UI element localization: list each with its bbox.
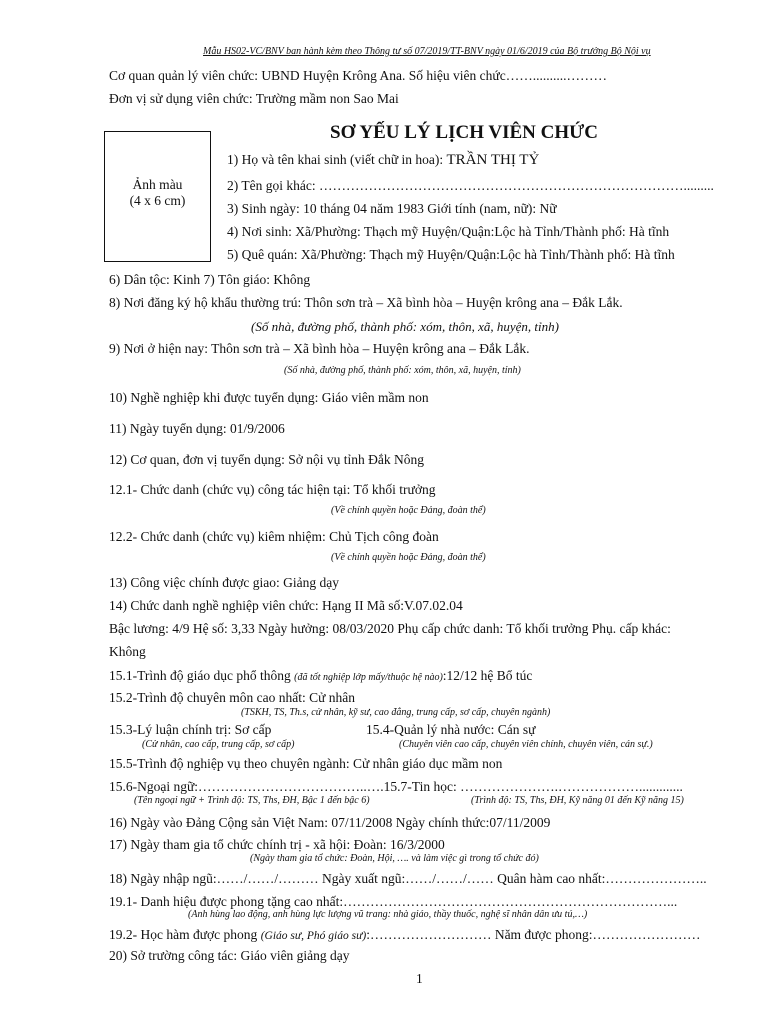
field-hometown: 5) Quê quán: Xã/Phường: Thạch mỹ Huyện/Quận:Lộc hà Tỉnh/Thành phố: Hà tĩnh bbox=[227, 247, 675, 262]
field-recruiting-agency: 12) Cơ quan, đơn vị tuyển dụng: Sở nội vụ tỉnh Đắk Nông bbox=[109, 452, 425, 467]
field-current-address-note: (Số nhà, đường phố, thành phố: xóm, thôn, xã, huyện, tỉnh) bbox=[284, 365, 521, 376]
field-general-education-value: :12/12 hệ Bổ túc bbox=[442, 668, 533, 683]
field-highest-degree-note: (TSKH, TS, Th.s, cử nhân, kỹ sư, cao đẳng, trung cấp, sơ cấp, chuyên ngành) bbox=[241, 707, 551, 718]
field-party-membership: 16) Ngày vào Đảng Cộng sản Việt Nam: 07/11/2008 Ngày chính thức:07/11/2009 bbox=[109, 815, 551, 830]
field-state-management: 15.4-Quản lý nhà nước: Cán sự bbox=[366, 722, 536, 737]
field-concurrent-position-note: (Về chính quyền hoặc Đảng, đoàn thể) bbox=[331, 552, 486, 563]
field-general-education-note: (đã tốt nghiệp lớp mấy/thuộc hệ nào) bbox=[294, 672, 443, 683]
field-recruitment-date: 11) Ngày tuyển dụng: 01/9/2006 bbox=[109, 421, 285, 436]
field-highest-degree: 15.2-Trình độ chuyên môn cao nhất: Cử nhân bbox=[109, 690, 356, 705]
template-note: Mẫu HS02-VC/BNV ban hành kèm theo Thông tư số 07/2019/TT-BNV ngày 01/6/2019 của Bộ trưởng Bộ Nội vụ bbox=[203, 46, 651, 57]
field-specialized-training: 15.5-Trình độ nghiệp vụ theo chuyên ngành: Cử nhân giáo dục mầm non bbox=[109, 756, 503, 771]
field-academic-rank-note: (Giáo sư, Phó giáo sư) bbox=[260, 930, 367, 942]
field-organization: 17) Ngày tham gia tổ chức chính trị - xã hội: Đoàn: 16/3/2000 bbox=[109, 837, 445, 852]
field-full-name-value: TRẦN THỊ TỶ bbox=[446, 152, 540, 168]
field-salary: Bậc lương: 4/9 Hệ số: 3,33 Ngày hưởng: 08/03/2020 Phụ cấp chức danh: Tổ khối trưởng Phụ. cấp khác: bbox=[109, 621, 671, 636]
field-political-theory-note: (Cử nhân, cao cấp, trung cấp, sơ cấp) bbox=[142, 739, 295, 750]
managing-agency: Cơ quan quản lý viên chức: UBND Huyện Krông Ana. Số hiệu viên chức……..........……… bbox=[109, 68, 607, 83]
field-other-name: 2) Tên gọi khác: ………………………………………………………………………......... bbox=[227, 178, 714, 193]
field-salary-continued: Không bbox=[109, 644, 146, 659]
page-number: 1 bbox=[416, 971, 423, 986]
field-general-education bbox=[109, 668, 532, 684]
field-organization-note: (Ngày tham gia tổ chức: Đoàn, Hội, …. và làm việc gì trong tổ chức đó) bbox=[250, 853, 539, 864]
field-main-work: 13) Công việc chính được giao: Giảng dạy bbox=[109, 575, 340, 590]
photo-caption-line2: (4 x 6 cm) bbox=[129, 193, 186, 208]
field-birthplace: 4) Nơi sinh: Xã/Phường: Thạch mỹ Huyện/Quận:Lộc hà Tỉnh/Thành phố: Hà tĩnh bbox=[227, 224, 670, 239]
field-professional-title: 14) Chức danh nghề nghiệp viên chức: Hạng II Mã số:V.07.02.04 bbox=[109, 598, 463, 613]
field-honorary-title: 19.1- Danh hiệu được phong tặng cao nhất:………………………………………………………………... bbox=[109, 894, 678, 909]
field-permanent-address: 8) Nơi đăng ký hộ khẩu thường trú: Thôn sơn trà – Xã bình hòa – Huyện krông ana – Đắk Lắk. bbox=[109, 295, 623, 310]
field-political-theory: 15.3-Lý luận chính trị: Sơ cấp bbox=[109, 722, 272, 737]
field-it-note: (Trình độ: TS, Ths, ĐH, Kỹ năng 01 đến Kỹ năng 15) bbox=[471, 795, 684, 806]
document-title: SƠ YẾU LÝ LỊCH VIÊN CHỨC bbox=[330, 122, 598, 143]
employing-unit: Đơn vị sử dụng viên chức: Trường mầm non Sao Mai bbox=[109, 91, 399, 106]
field-foreign-language-it: 15.6-Ngoại ngữ:………………………………..….15.7-Tin học: ………………….………………............. bbox=[109, 779, 683, 794]
field-military: 18) Ngày nhập ngũ:……/……/……… Ngày xuất ngũ:……/……/…… Quân hàm cao nhất:………………….. bbox=[109, 871, 707, 886]
field-current-position: 12.1- Chức danh (chức vụ) công tác hiện tại: Tổ khối trưởng bbox=[109, 482, 436, 497]
field-general-education-label: 15.1-Trình độ giáo dục phổ thông bbox=[109, 668, 295, 683]
field-academic-rank bbox=[109, 927, 701, 943]
field-honorary-title-note: (Anh hùng lao động, anh hùng lực lượng vũ trang: nhà giáo, thầy thuốc, nghệ sĩ nhân dân ưu tú,…) bbox=[188, 909, 588, 920]
field-full-name-label: 1) Họ và tên khai sinh (viết chữ in hoa): bbox=[227, 152, 447, 167]
photo-placeholder bbox=[104, 131, 211, 262]
field-full-name bbox=[227, 152, 539, 169]
photo-caption bbox=[105, 177, 210, 209]
field-current-address: 9) Nơi ở hiện nay: Thôn sơn trà – Xã bình hòa – Huyện krông ana – Đắk Lắk. bbox=[109, 341, 530, 356]
field-birth: 3) Sinh ngày: 10 tháng 04 năm 1983 Giới tính (nam, nữ): Nữ bbox=[227, 201, 557, 216]
field-current-position-note: (Về chính quyền hoặc Đảng, đoàn thể) bbox=[331, 505, 486, 516]
photo-caption-line1: Ảnh màu bbox=[132, 177, 183, 192]
field-work-strength: 20) Sở trường công tác: Giáo viên giảng dạy bbox=[109, 948, 350, 963]
field-academic-rank-rest: :……………………… Năm được phong:…………………… bbox=[366, 927, 701, 942]
field-academic-rank-label: 19.2- Học hàm được phong bbox=[109, 927, 261, 942]
field-occupation: 10) Nghề nghiệp khi được tuyển dụng: Giáo viên mầm non bbox=[109, 390, 429, 405]
field-permanent-address-note: (Số nhà, đường phố, thành phố: xóm, thôn, xã, huyện, tỉnh) bbox=[251, 319, 559, 334]
field-state-management-note: (Chuyên viên cao cấp, chuyên viên chính, chuyên viên, cán sự.) bbox=[399, 739, 653, 750]
field-concurrent-position: 12.2- Chức danh (chức vụ) kiêm nhiệm: Chủ Tịch công đoàn bbox=[109, 529, 439, 544]
field-foreign-language-note: (Tên ngoại ngữ + Trình độ: TS, Ths, ĐH, Bậc 1 đến bậc 6) bbox=[134, 795, 370, 806]
field-ethnicity-religion: 6) Dân tộc: Kinh 7) Tôn giáo: Không bbox=[109, 272, 311, 287]
